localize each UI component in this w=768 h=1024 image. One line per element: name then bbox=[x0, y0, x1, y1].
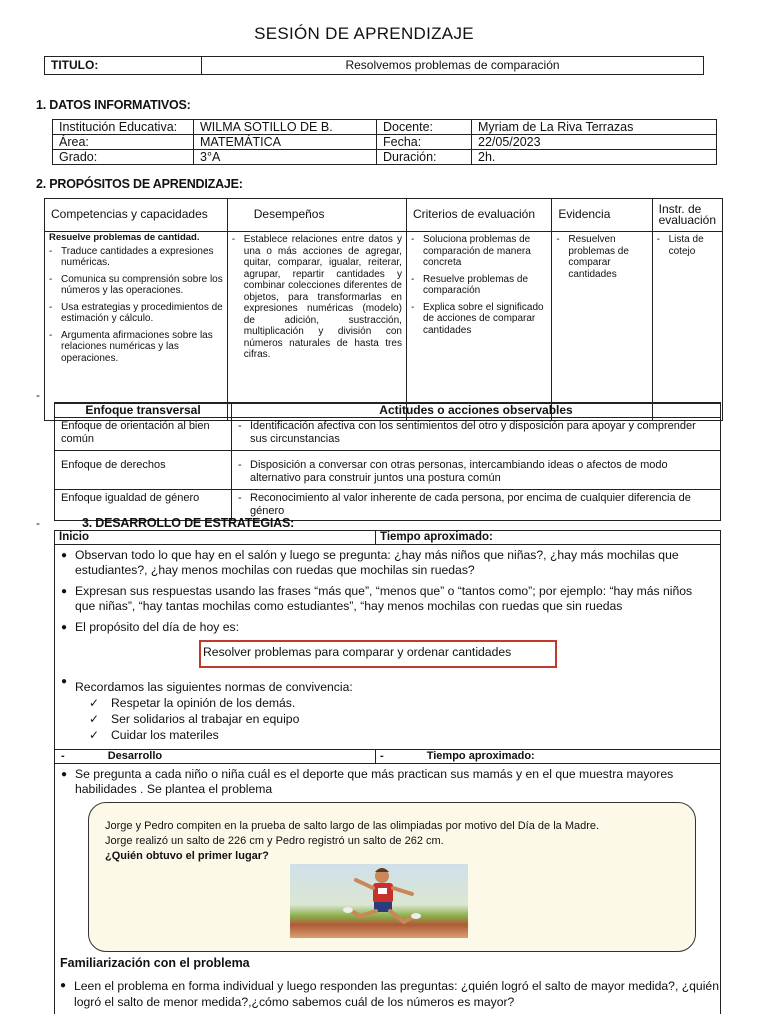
norma-item: ✓ Ser solidarios al trabajar en equipo bbox=[89, 712, 714, 727]
propositos-table bbox=[44, 198, 723, 421]
instrumento-item: - Lista de cotejo bbox=[657, 234, 718, 257]
datos-row bbox=[53, 120, 717, 135]
fam-item: ● Leen el problema en forma individual y luego responden las preguntas: ¿quién logró el salto de mayor medida?, ¿quién logró el salto de menor medida?,¿cómo sabemos cuál de los números es mayor? bbox=[60, 978, 720, 1010]
problem-line-2: Jorge realizó un salto de 226 cm y Pedro registró un salto de 262 cm. bbox=[105, 835, 444, 847]
dash-marker: - bbox=[36, 388, 40, 402]
actitud-text: - Identificación afectiva con los sentimientos del otro y disposición para apoyar y comprender sus circunstancias bbox=[238, 420, 714, 445]
datos-label: Docente: bbox=[377, 120, 472, 135]
datos-row bbox=[53, 150, 717, 165]
bullet-marker: ● bbox=[61, 676, 68, 687]
datos-value: 2h. bbox=[472, 150, 717, 165]
long-jump-illustration bbox=[290, 864, 468, 938]
purpose-box: Resolver problemas para comparar y ordenar cantidades bbox=[199, 640, 557, 668]
jumper-icon bbox=[290, 864, 468, 938]
datos-label: Fecha: bbox=[377, 135, 472, 150]
fam-list bbox=[60, 978, 720, 1016]
datos-value: Myriam de La Riva Terrazas bbox=[472, 120, 717, 135]
header-instrumento: Instr. de evaluación bbox=[652, 199, 722, 232]
enfoque-actitud bbox=[232, 490, 721, 521]
datos-value: 3°A bbox=[194, 150, 377, 165]
inicio-item: ● Expresan sus respuestas usando las frases “más que”, “menos que” o “tantos como”; por ejemplo: “hay más niños que niñas”, “hay tantas mochilas como estudiantes”, “hay menos mochilas con ruedas que sin ruedas bbox=[61, 584, 714, 614]
capacidad-item: - Traduce cantidades a expresiones numéricas. bbox=[49, 246, 223, 269]
criterio-item: - Soluciona problemas de comparación de manera concreta bbox=[411, 234, 547, 269]
evidencia-cell bbox=[552, 232, 652, 421]
normas-block bbox=[61, 676, 714, 743]
enfoque-row bbox=[55, 418, 721, 451]
header-competencias: Competencias y capacidades bbox=[45, 199, 228, 232]
desarrollo-label-cell bbox=[55, 750, 376, 764]
desarrollo-item: ● Se pregunta a cada niño o niña cuál es el deporte que más practican sus mamás y en el que muestra mayores habilidades . Se plantea el problema bbox=[61, 767, 714, 797]
fam-title: Familiarización con el problema bbox=[60, 956, 250, 970]
title-table bbox=[44, 56, 704, 75]
section-1-heading: 1. DATOS INFORMATIVOS: bbox=[36, 98, 191, 112]
enfoque-row bbox=[55, 451, 721, 490]
datos-label: Institución Educativa: bbox=[53, 120, 194, 135]
datos-label: Área: bbox=[53, 135, 194, 150]
inicio-item: ● El propósito del día de hoy es: bbox=[61, 620, 714, 635]
header-criterios: Criterios de evaluación bbox=[406, 199, 551, 232]
norma-item: ✓ Cuidar los materiles bbox=[89, 728, 714, 743]
datos-label: Duración: bbox=[377, 150, 472, 165]
section-3-heading: 3. DESARROLLO DE ESTRATEGIAS: bbox=[82, 516, 295, 530]
inicio-label: Inicio bbox=[55, 531, 376, 545]
actitud-text: - Reconocimiento al valor inherente de cada persona, por encima de cualquier diferencia de género bbox=[238, 492, 714, 517]
desempenos-cell bbox=[227, 232, 406, 421]
datos-table bbox=[52, 119, 717, 165]
header-enfoque: Enfoque transversal bbox=[55, 403, 232, 418]
header-actitudes: Actitudes o acciones observables bbox=[232, 403, 721, 418]
problem-line-1: Jorge y Pedro compiten en la prueba de salto largo de las olimpiadas por motivo del Día de la Madre. bbox=[105, 820, 600, 832]
inicio-list bbox=[61, 548, 714, 635]
normas-list bbox=[89, 696, 714, 743]
inicio-body bbox=[55, 545, 721, 750]
evidencia-item: - Resuelven problemas de comparar cantidades bbox=[556, 234, 647, 280]
criterio-item: - Explica sobre el significado de acciones de comparar cantidades bbox=[411, 302, 547, 337]
datos-label: Grado: bbox=[53, 150, 194, 165]
inicio-time: Tiempo aproximado: bbox=[376, 531, 721, 545]
document-title: SESIÓN DE APRENDIZAJE bbox=[254, 24, 474, 43]
desarrollo-label: Desarrollo bbox=[107, 750, 163, 762]
capacidad-item: - Comunica su comprensión sobre los números y las operaciones. bbox=[49, 274, 223, 297]
instrumento-cell bbox=[652, 232, 722, 421]
dash-marker: - bbox=[36, 516, 40, 530]
datos-value: MATEMÁTICA bbox=[194, 135, 377, 150]
enfoque-name: Enfoque de orientación al bien común bbox=[55, 418, 232, 451]
actitud-text: - Disposición a conversar con otras personas, intercambiando ideas o afectos de modo alternativo para construir juntos una postura común bbox=[238, 459, 714, 484]
enfoque-actitud bbox=[232, 451, 721, 490]
enfoque-actitud bbox=[232, 418, 721, 451]
datos-value: WILMA SOTILLO DE B. bbox=[194, 120, 377, 135]
criterios-cell bbox=[406, 232, 551, 421]
header-desempenos: Desempeños bbox=[227, 199, 406, 232]
enfoque-name: Enfoque de derechos bbox=[55, 451, 232, 490]
datos-row bbox=[53, 135, 717, 150]
title-label: TITULO: bbox=[45, 57, 202, 75]
capacidad-item: - Usa estrategias y procedimientos de estimación y cálculo. bbox=[49, 302, 223, 325]
header-evidencia: Evidencia bbox=[552, 199, 652, 232]
enfoque-name: Enfoque igualdad de género bbox=[55, 490, 232, 521]
normas-title: Recordamos las siguientes normas de convivencia: bbox=[75, 680, 353, 694]
dash-marker: - bbox=[61, 750, 65, 762]
criterio-item: - Resuelve problemas de comparación bbox=[411, 274, 547, 297]
dash-marker: - bbox=[380, 750, 384, 762]
section-2-heading: 2. PROPÓSITOS DE APRENDIZAJE: bbox=[36, 177, 243, 191]
inicio-item: ● Observan todo lo que hay en el salón y luego se pregunta: ¿hay más niños que niñas?, ¿hay más mochilas que estudiantes?, ¿hay menos mochilas con ruedas que mochilas sin ruedas? bbox=[61, 548, 714, 578]
capacidades-list bbox=[49, 246, 223, 365]
enfoques-table bbox=[54, 402, 721, 521]
competencias-cell bbox=[45, 232, 228, 421]
capacidad-item: - Argumenta afirmaciones sobre las relaciones numéricas y las operaciones. bbox=[49, 330, 223, 365]
desarrollo-time-cell bbox=[376, 750, 721, 764]
desempeno-item: - Establece relaciones entre datos y una o más acciones de agregar, quitar, comparar, igualar, reiterar, agrupar, repartir cantidades y combinar colecciones diferentes de objetos, para transformarlas en expresiones numéricas (modelo) de adición, sustracción, multiplicación y división con números naturales de hasta tres cifras. bbox=[232, 234, 402, 361]
norma-item: ✓ Respetar la opinión de los demás. bbox=[89, 696, 714, 711]
datos-value: 22/05/2023 bbox=[472, 135, 717, 150]
competencia-title: Resuelve problemas de cantidad. bbox=[49, 232, 200, 243]
desarrollo-time: Tiempo aproximado: bbox=[426, 750, 535, 762]
problem-question: ¿Quién obtuvo el primer lugar? bbox=[105, 850, 269, 862]
title-value: Resolvemos problemas de comparación bbox=[202, 57, 704, 75]
